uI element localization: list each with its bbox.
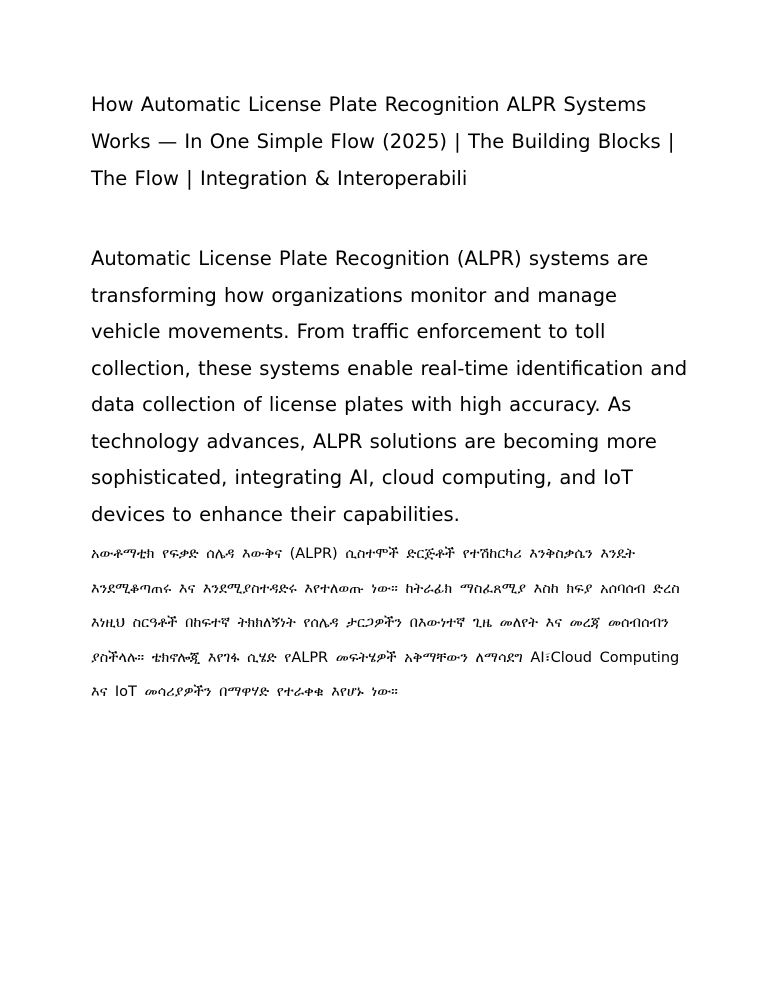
paragraph-amharic: አውቶማቲክ የፍቃድ ሰሌዳ እውቅና (ALPR) ሲስተሞች ድርጅቶች የተሽከርካሪ እንቅስቃሴን እንዴት እንደሚቆጣጠሩ እና እንደሚያስተዳድሩ እየተለወጡ ነው። ከትራፊክ ማስፈጸሚያ እስከ ክፍያ አሰባሰብ ድረስ እነዚህ ስርዓቶች በከፍተኛ ትክክለኝነት የሰሌዳ ታርጋዎችን በእውነተኛ ጊዜ መለየት እና መረጃ መሰብሰብን ያስችላሉ። ቴክኖሎጂ እየገፋ ሲሄድ የALPR መፍትሄዎች አቅማቸውን ለማሳደግ AI፣Cloud Computing እና IoT መሳሪያዎችን በማዋሃድ የተራቀቁ እየሆኑ ነው።: [91, 546, 680, 700]
paragraph-english: Automatic License Plate Recognition (ALPR) systems are transforming how organizations monitor and manage vehicle movements. From traffic enforcement to toll collection, these systems enable real-time identification and data collection of license plates with high accuracy. As technology advances, ALPR solutions are becoming more sophisticated, integrating AI, cloud computing, and IoT devices to enhance their capabilities.: [91, 247, 688, 526]
document-title: How Automatic License Plate Recognition ALPR Systems Works — In One Simple Flow (2025) | The Building Blocks | The Flow | Integration & Interoperabili: [91, 93, 675, 190]
